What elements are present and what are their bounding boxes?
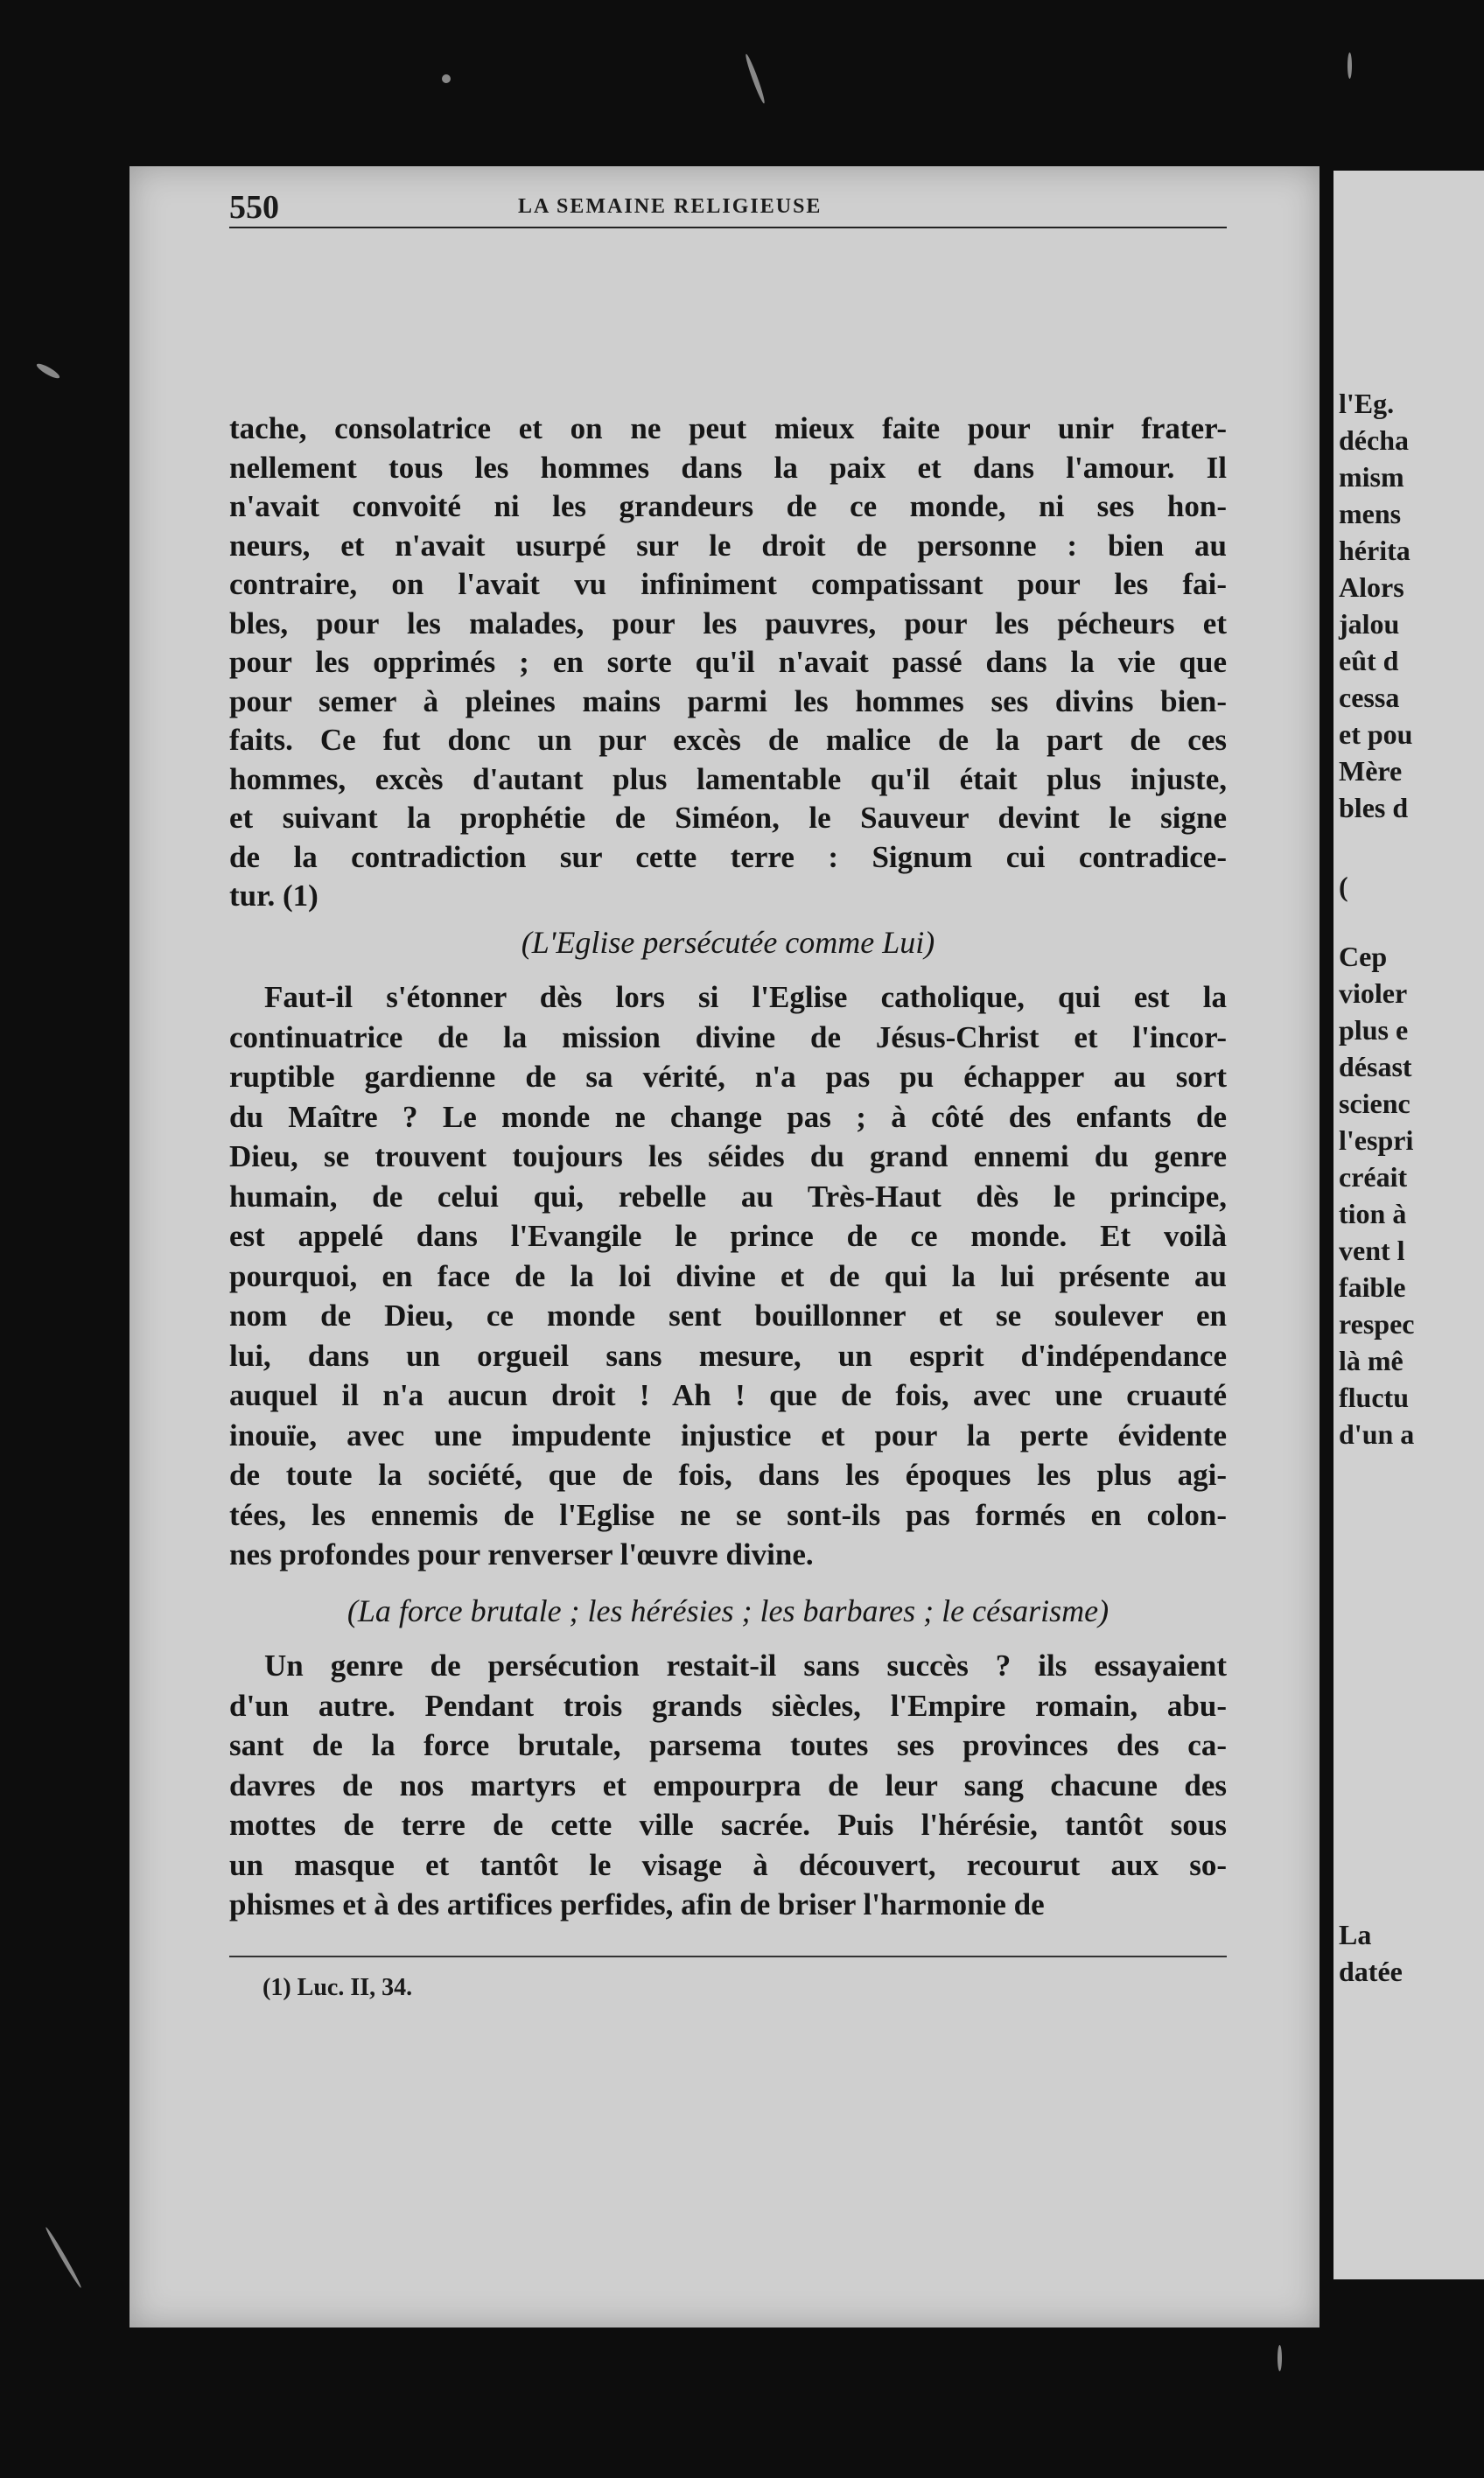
text-line: Un genre de persécution restait-il sans succès ? ils essayaient [264,1648,1227,1683]
right-page-text-line: Alors [1339,571,1404,603]
text-line: pourquoi, en face de la loi divine et de qui la lui présente au [229,1258,1227,1293]
text-line: nes profondes pour renverser l'œuvre divine. [229,1537,814,1572]
text-line: phismes et à des artifices perfides, afin de briser l'harmonie de [229,1887,1045,1922]
text-line: n'avait convoité ni les grandeurs de ce monde, ni ses hon- [229,489,1227,523]
film-speck [442,74,451,83]
section-heading: (L'Eglise persécutée comme Lui) [521,925,935,960]
text-line: sant de la force brutale, parsema toutes ses provinces des ca- [229,1728,1227,1762]
film-speck [1348,52,1352,79]
text-line: mottes de terre de cette ville sacrée. Puis l'hérésie, tantôt sous [229,1808,1227,1842]
right-page-text-line: fluctu [1339,1382,1409,1413]
text-line: continuatrice de la mission divine de Jésus-Christ et l'incor- [229,1019,1227,1054]
right-page-text-line: créait [1339,1161,1408,1193]
text-line: de toute la société, que de fois, dans les époques les plus agi- [229,1458,1227,1492]
text-line: pour semer à pleines mains parmi les hommes ses divins bien- [229,683,1227,718]
right-page-text-line: l'Eg. [1339,388,1395,419]
footnote: (1) Luc. II, 34. [262,1974,413,2001]
right-page-text-line: décha [1339,424,1409,456]
footnote-divider [229,1956,1227,1957]
text-line: est appelé dans l'Evangile le prince de ce monde. Et voilà [229,1219,1227,1253]
right-page-text-line: vent l [1339,1235,1405,1266]
film-speck [35,361,61,381]
text-line: tache, consolatrice et on ne peut mieux faite pour unir frater- [229,411,1227,445]
right-page-text-line: mism [1339,461,1404,493]
right-page-text-line: ( [1339,871,1348,902]
text-line: contraire, on l'avait vu infiniment compatissant pour les fai- [229,567,1227,601]
right-page-text-line: là mê [1339,1345,1404,1376]
right-page-text-line: eût d [1339,645,1399,676]
text-line: humain, de celui qui, rebelle au Très-Haut dès le principe, [229,1179,1227,1214]
running-title: LA SEMAINE RELIGIEUSE [518,195,822,218]
right-page-text-line: désast [1339,1051,1412,1082]
text-line: pour les opprimés ; en sorte qu'il n'avait passé dans la vie que [229,645,1227,679]
page-header [229,188,1227,228]
right-page-text-line: tion à [1339,1198,1407,1229]
text-line: d'un autre. Pendant trois grands siècles, l'Empire romain, abu- [229,1688,1227,1723]
right-page-text-line: datée [1339,1956,1403,1987]
right-page-text-line: l'espri [1339,1124,1414,1156]
text-line: de la contradiction sur cette terre : Signum cui contradice- [229,839,1227,874]
right-page-text-line: d'un a [1339,1418,1415,1450]
text-line: lui, dans un orgueil sans mesure, un esprit d'indépendance [229,1338,1227,1373]
text-line: inouïe, avec une impudente injustice et pour la perte évidente [229,1418,1227,1452]
film-speck [744,53,766,104]
text-line: tur. (1) [229,878,318,913]
right-page-text-line: jalou [1339,608,1400,640]
text-line: neurs, et n'avait usurpé sur le droit de personne : bien au [229,528,1227,563]
text-line: ruptible gardienne de sa vérité, n'a pas pu échapper au sort [229,1060,1227,1094]
text-line: bles, pour les malades, pour les pauvres, pour les pécheurs et [229,606,1227,640]
right-page-text-line: Cep [1339,941,1388,972]
text-line: nom de Dieu, ce monde sent bouillonner et se soulever en [229,1298,1227,1333]
right-page-text-line: cessa [1339,682,1400,713]
right-page-text-line: bles d [1339,792,1409,823]
text-line: Dieu, se trouvent toujours les séides du grand ennemi du genre [229,1139,1227,1173]
right-page-text-line: mens [1339,498,1402,529]
right-page-text-line: faible [1339,1271,1406,1303]
page-number: 550 [229,189,279,226]
film-speck [1278,2345,1282,2371]
text-line: du Maître ? Le monde ne change pas ; à côté des enfants de [229,1099,1227,1134]
text-line: tées, les ennemis de l'Eglise ne se sont-ils pas formés en colon- [229,1497,1227,1532]
right-page-text-line: hérita [1339,535,1410,566]
right-page-text-line: Mère [1339,755,1403,787]
text-line: auquel il n'a aucun droit ! Ah ! que de fois, avec une cruauté [229,1378,1227,1412]
right-page-text-line: et pou [1339,718,1413,750]
right-page-text-line: respec [1339,1308,1415,1340]
section-heading: (La force brutale ; les hérésies ; les barbares ; le césarisme) [346,1593,1110,1628]
film-speck [44,2226,82,2289]
right-page-text-line: scienc [1339,1088,1410,1119]
text-line: et suivant la prophétie de Siméon, le Sauveur devint le signe [229,801,1227,835]
right-page-text-line: violer [1339,977,1408,1009]
text-line: Faut-il s'étonner dès lors si l'Eglise catholique, qui est la [264,980,1227,1014]
text-line: faits. Ce fut donc un pur excès de malice de la part de ces [229,723,1227,757]
text-line: davres de nos martyrs et empourpra de leur sang chacune des [229,1768,1227,1802]
text-line: un masque et tantôt le visage à découvert, recourut aux so- [229,1847,1227,1882]
right-page-text-line: La [1339,1919,1372,1950]
text-line: hommes, excès d'autant plus lamentable qu'il était plus injuste, [229,761,1227,796]
right-page-text-line: plus e [1339,1014,1409,1046]
right-page-fragment [1334,171,1484,2279]
text-line: nellement tous les hommes dans la paix et dans l'amour. Il [229,450,1227,485]
